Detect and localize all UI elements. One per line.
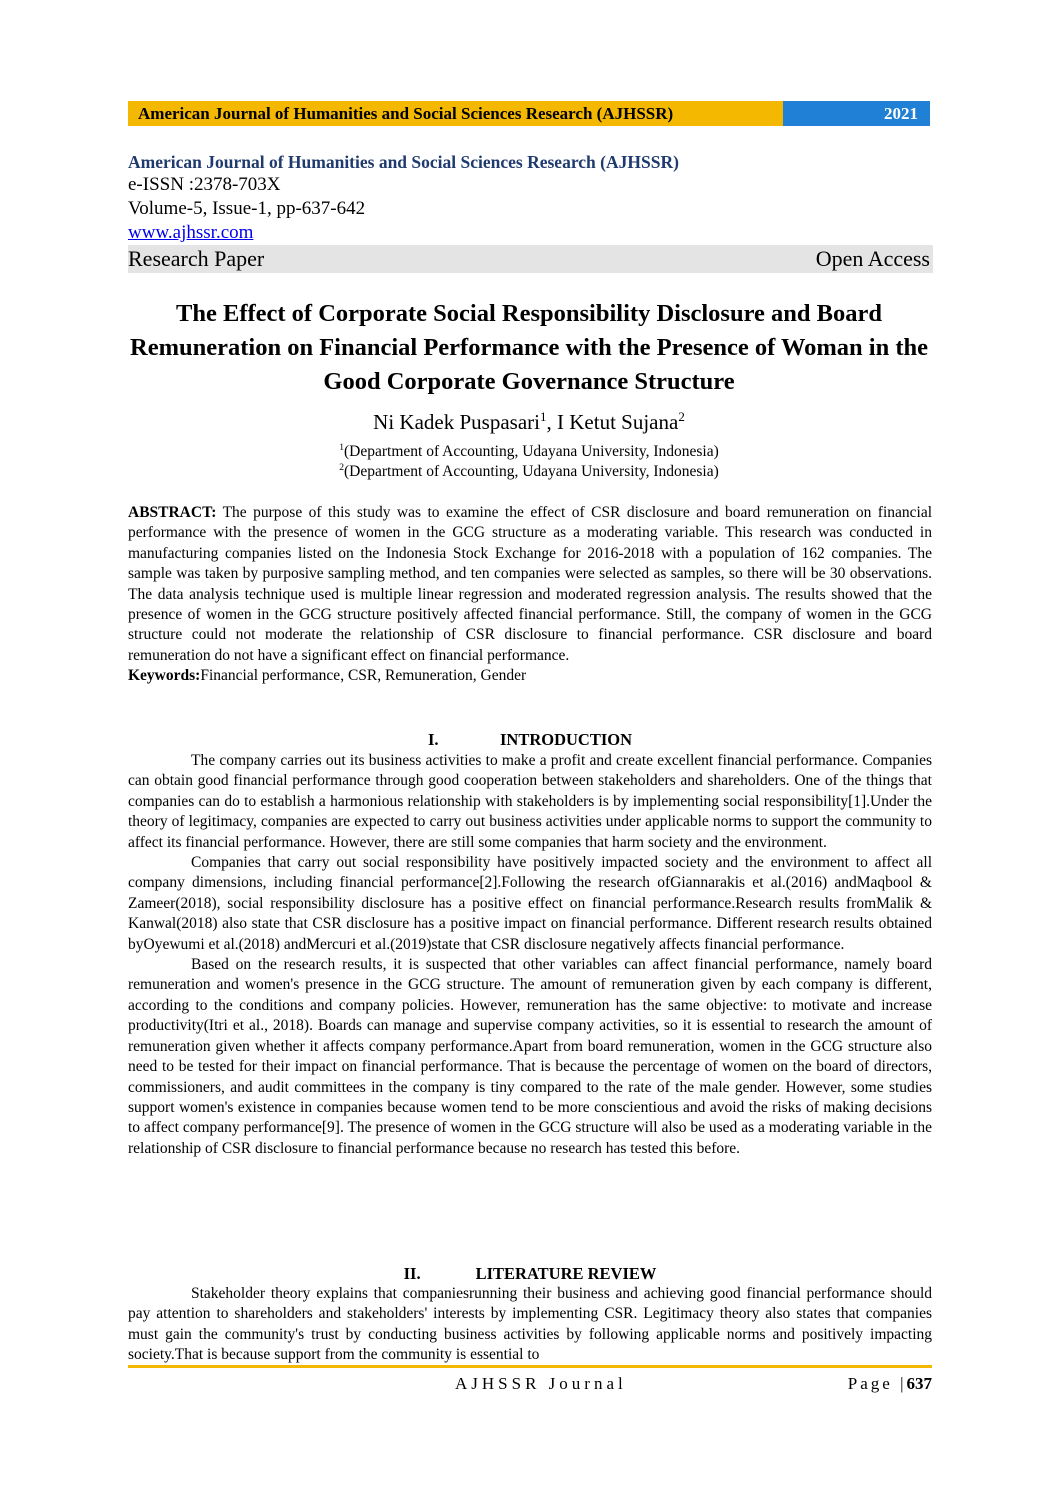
masthead-volume: Volume-5, Issue-1, pp-637-642 — [128, 198, 366, 219]
abstract — [128, 503, 932, 687]
author-name: I Ketut Sujana — [557, 410, 679, 434]
authors-line — [0, 408, 1058, 436]
masthead-type-bar — [128, 245, 933, 273]
introduction-body — [128, 751, 932, 1159]
affiliation — [0, 462, 1058, 481]
footer-rule — [128, 1365, 932, 1368]
masthead-issn: e-ISSN :2378-703X — [128, 174, 281, 195]
running-header — [128, 101, 930, 126]
footer-journal: AJHSSR Journal — [455, 1374, 627, 1393]
author-name: Ni Kadek Puspasari — [373, 410, 540, 434]
paper-type-label: Research Paper — [128, 246, 265, 271]
affiliation — [0, 442, 1058, 461]
paper-title: The Effect of Corporate Social Responsibility Disclosure and Board Remuneration on Financial Performance with the Presence of Woman in the Good Corporate Governance Structure — [130, 300, 928, 395]
paragraph: Stakeholder theory explains that companiesrunning their business and achieving good financial performance should pay attention to shareholders and stakeholders' interests by implementing CSR. Legitimacy theory also states that companies must gain the community's trust by conducting business activities by following applicable norms and positively impacting society.That is because support from the community is essential to — [128, 1285, 932, 1364]
section-number: I. — [427, 730, 439, 749]
keywords-text: Financial performance, CSR, Remuneration, Gender — [200, 667, 527, 685]
section-title: LITERATURE REVIEW — [475, 1264, 657, 1283]
affiliation-marker: 2 — [339, 461, 345, 473]
section-heading — [128, 730, 932, 750]
section-title: INTRODUCTION — [499, 730, 633, 749]
running-header-journal: American Journal of Humanities and Social Sciences Research (AJHSSR) — [128, 101, 783, 126]
footer-page-label: Page | — [847, 1374, 907, 1393]
literature-review-body — [128, 1284, 932, 1366]
author-separator: , — [546, 410, 557, 434]
footer-page — [848, 1374, 932, 1394]
masthead-website-link[interactable]: www.ajhssr.com — [128, 222, 254, 243]
paragraph: Based on the research results, it is suspected that other variables can affect financial performance, namely board remuneration and women's presence in the GCG structure. The amount of remuneration given by each company is different, according to the conditions and company policies. However, remuneration has the same objective: to motivate and increase productivity(Itri et al., 2018). Boards can manage and supervise company activities, so it is essential to research the amount of remuneration given whether it affects company performance.Apart from board remuneration, women in the GCG structure also need to be tested for their impact on financial performance. That is because the percentage of women on the board of directors, commissioners, and audit committees in the company is tiny compared to the rate of the male gender. However, some studies support women's existence in companies because women tend to be more conscientious and avoid the risks of making decisions to affect company performance[9]. The presence of women in the GCG structure will also be used as a moderating variable in the relationship of CSR disclosure to financial performance because no research has tested this before. — [128, 956, 932, 1157]
masthead — [128, 151, 933, 273]
masthead-journal-title: American Journal of Humanities and Social Sciences Research (AJHSSR) — [128, 152, 679, 172]
affiliation-text: (Department of Accounting, Udayana University, Indonesia) — [344, 463, 719, 480]
keywords-label: Keywords: — [128, 667, 201, 685]
affiliation-text: (Department of Accounting, Udayana University, Indonesia) — [344, 443, 719, 460]
author-affil-marker: 2 — [678, 409, 685, 424]
paragraph: Companies that carry out social responsibility have positively impacted society and the environment to affect all company dimensions, including financial performance[2].Following the research ofGiannarakis et al.(2016) andMaqbool & Zameer(2018), social responsibility disclosure has a positive effect on financial performance.Research results fromMalik & Kanwal(2018) also state that CSR disclosure has a positive impact on financial performance. Different research results obtained byOyewumi et al.(2018) andMercuri et al.(2019)state that CSR disclosure negatively affects financial performance. — [128, 854, 932, 953]
abstract-text: The purpose of this study was to examine the effect of CSR disclosure and board remuneration on financial performance with the presence of women in the GCG structure as a moderating variable. This research was conducted in manufacturing companies listed on the Indonesia Stock Exchange for 2016-2018 with a population of 162 companies. The sample was taken by purposive sampling method, and ten companies were selected as samples, so there will be 30 observations. The data analysis technique used is multiple linear regression and moderated regression analysis. The results showed that the presence of women in the GCG structure positively affected financial performance. Still, the company of women in the GCG structure could not moderate the relationship of CSR disclosure to financial performance. CSR disclosure and board remuneration do not have a significant effect on financial performance. — [128, 504, 932, 664]
open-access-label: Open Access — [815, 246, 930, 271]
section-heading — [128, 1264, 932, 1284]
author-affil-marker: 1 — [539, 409, 547, 424]
affiliation-marker: 1 — [339, 441, 345, 453]
section-number: II. — [403, 1264, 421, 1283]
abstract-label: ABSTRACT: — [128, 504, 217, 521]
page-footer — [128, 1374, 932, 1398]
running-header-year: 2021 — [783, 101, 930, 126]
paragraph: The company carries out its business activities to make a profit and create excellent financial performance. Companies can obtain good financial performance through good cooperation between stakeholders and shareholders. One of the things that companies can do to establish a harmonious relationship with stakeholders is by implementing social responsibility[1].Under the theory of legitimacy, companies are expected to carry out business activities under applicable norms to support the community to affect its financial performance. However, there are still some companies that harm society and the environment. — [128, 752, 932, 851]
footer-page-number: 637 — [906, 1374, 932, 1393]
